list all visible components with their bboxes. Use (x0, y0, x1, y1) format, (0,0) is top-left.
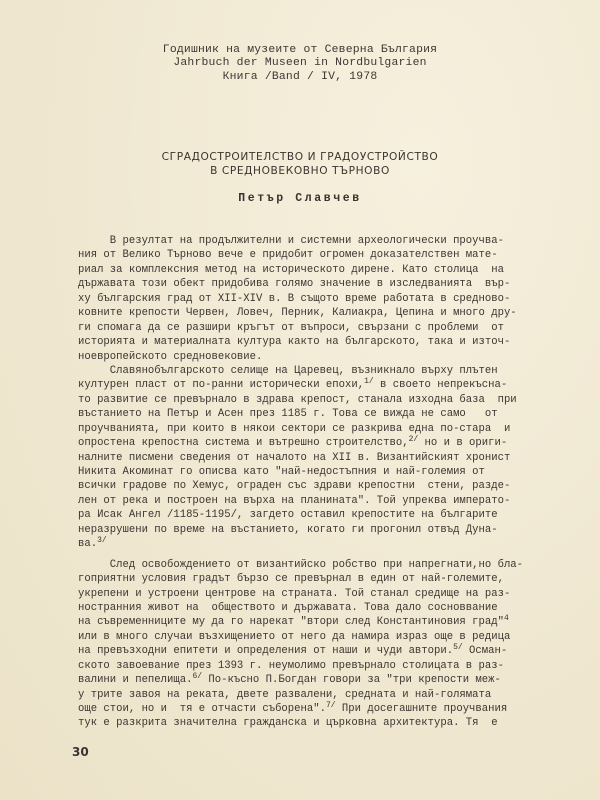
page-number: 30 (72, 745, 89, 759)
text-line: ностранния живот на обществото и държавата. Това дало сосноввание (78, 601, 498, 614)
footnote-ref: 4 (503, 614, 509, 624)
text-line: ги спомага да се разшири кръгът от въпроси, свързани с проблеми от (78, 321, 504, 334)
journal-name-de: Jahrbuch der Museen in Nordbulgarien (173, 57, 427, 70)
text-span: културен пласт от по-ранни исторически епохи, (78, 379, 365, 392)
article-author: Петър Славчев (238, 192, 362, 205)
text-line: въстанието на Петър и Асен през 1185 г. Това се вижда не само от (78, 408, 498, 421)
text-line (78, 673, 554, 687)
text-span: още стои, но и тя е отчасти съборена". (78, 703, 326, 715)
text-line: В резултат на продължителни и системни археологически проучва- (78, 235, 504, 247)
paragraph-2 (78, 364, 554, 552)
journal-header (0, 44, 600, 84)
text-line: гоприятни условия градът бързо се превърнал в един от най-големите, (78, 573, 504, 586)
text-line: След освобождението от византийско робство при напрегнати,но бла- (78, 558, 524, 571)
text-line (78, 702, 554, 716)
article-body (78, 234, 554, 731)
text-span: на превъзходни епитети и определения от наши и чуди автори. (78, 645, 454, 658)
text-span: опростена крепостна система и вътрешно строителство, (78, 437, 409, 450)
article-title-line-1: СГРАДОСТРОИТЕЛСТВО И ГРАДОУСТРОЙСТВО (161, 151, 439, 163)
text-line: всички градове по Хемус, ограден със здрави крепостни стени, разде- (78, 480, 511, 493)
footnote-ref: 7/ (325, 701, 336, 710)
footnote-ref: 3/ (97, 536, 107, 546)
text-line: историята и материалната култура както на българското, така и източ- (78, 336, 511, 349)
footnote-ref: 1/ (364, 377, 374, 387)
text-line (78, 615, 554, 629)
text-line: Никита Акоминат го описва като "най-недостъпния и най-големия от (78, 466, 485, 478)
text-line: ското завоевание през 1393 г. неумолимо превърнало столицата в раз- (78, 659, 504, 672)
text-line: ния от Велико Търново вече е придобит огромен доказателствен мате- (78, 249, 498, 262)
text-line: лен от река и построен на върха на планината". Той упреква императо- (78, 494, 511, 507)
text-line (78, 378, 554, 392)
text-span: валини и пепелища. (78, 674, 193, 687)
text-line: риал за комплексния метод на историческото дирене. Като столица на (78, 263, 504, 276)
text-line: налните писмени сведения от началото на XII в. Византийският хронист (78, 451, 511, 464)
text-line: Славянобългарското селище на Царевец, възникнало върху плътен (78, 364, 498, 377)
article-title (0, 150, 600, 178)
journal-volume: Книга /Band / IV, 1978 (222, 70, 378, 83)
footnote-ref: 6/ (192, 672, 203, 682)
footnote-ref: 2/ (408, 435, 419, 445)
text-span: на съвременниците му да го нарекат "втори след Константиновия град" (78, 616, 504, 629)
text-line: ху българския град от XII-XIV в. В същото време работата в средново- (78, 292, 511, 305)
text-line: неразрушени по време на въстанието, когато ги прогонил отвъд Дуна- (78, 523, 498, 536)
footnote-ref: 5/ (453, 643, 463, 653)
text-span: При досегашните проучвания (335, 703, 508, 715)
text-span: ва. (78, 538, 98, 551)
paragraph-1 (78, 234, 554, 364)
text-line: тук е разкрита значителна гражданска и църковна архитектура. Тя е (78, 717, 498, 730)
text-line: проучванията, при които в някои сектори се разкрива една по-стара и (78, 422, 511, 435)
text-line: или в много случаи възхищението от него да намира израз още в редица (78, 630, 511, 643)
article-title-line-2: В СРЕДНОВЕКОВНО ТЪРНОВО (210, 165, 390, 177)
journal-name-bg: Годишник на музеите от Северна България (162, 44, 438, 56)
text-span: но и в ориги- (418, 437, 508, 450)
text-line: укрепени и устроени центрове на страната. Той станал средище на раз- (78, 587, 511, 600)
text-span: в своето непрекъсна- (373, 379, 508, 392)
text-line (78, 644, 554, 658)
text-line: то развитие се превърнало в здрава крепост, станала изходна база при (78, 393, 517, 406)
text-line: държавата този обект придобива голямо значение в изследванията вър- (78, 278, 511, 291)
text-line (78, 436, 554, 450)
text-line: у трите завоя на реката, двете развалени, средната и най-голямата (78, 688, 492, 701)
text-line (78, 537, 554, 551)
text-span: Осман- (462, 645, 508, 658)
text-line: ноевропейското средновековие. (78, 350, 263, 363)
text-span: По-късно П.Богдан говори за "три крепости меж- (202, 674, 501, 687)
paragraph-3 (78, 558, 554, 731)
text-line: ковните крепости Червен, Ловеч, Перник, Калиакра, Цепина и много дру- (78, 307, 517, 320)
text-line: ра Исак Ангел /1185-1195/, загдето оставил крепостите на българите (78, 509, 498, 522)
